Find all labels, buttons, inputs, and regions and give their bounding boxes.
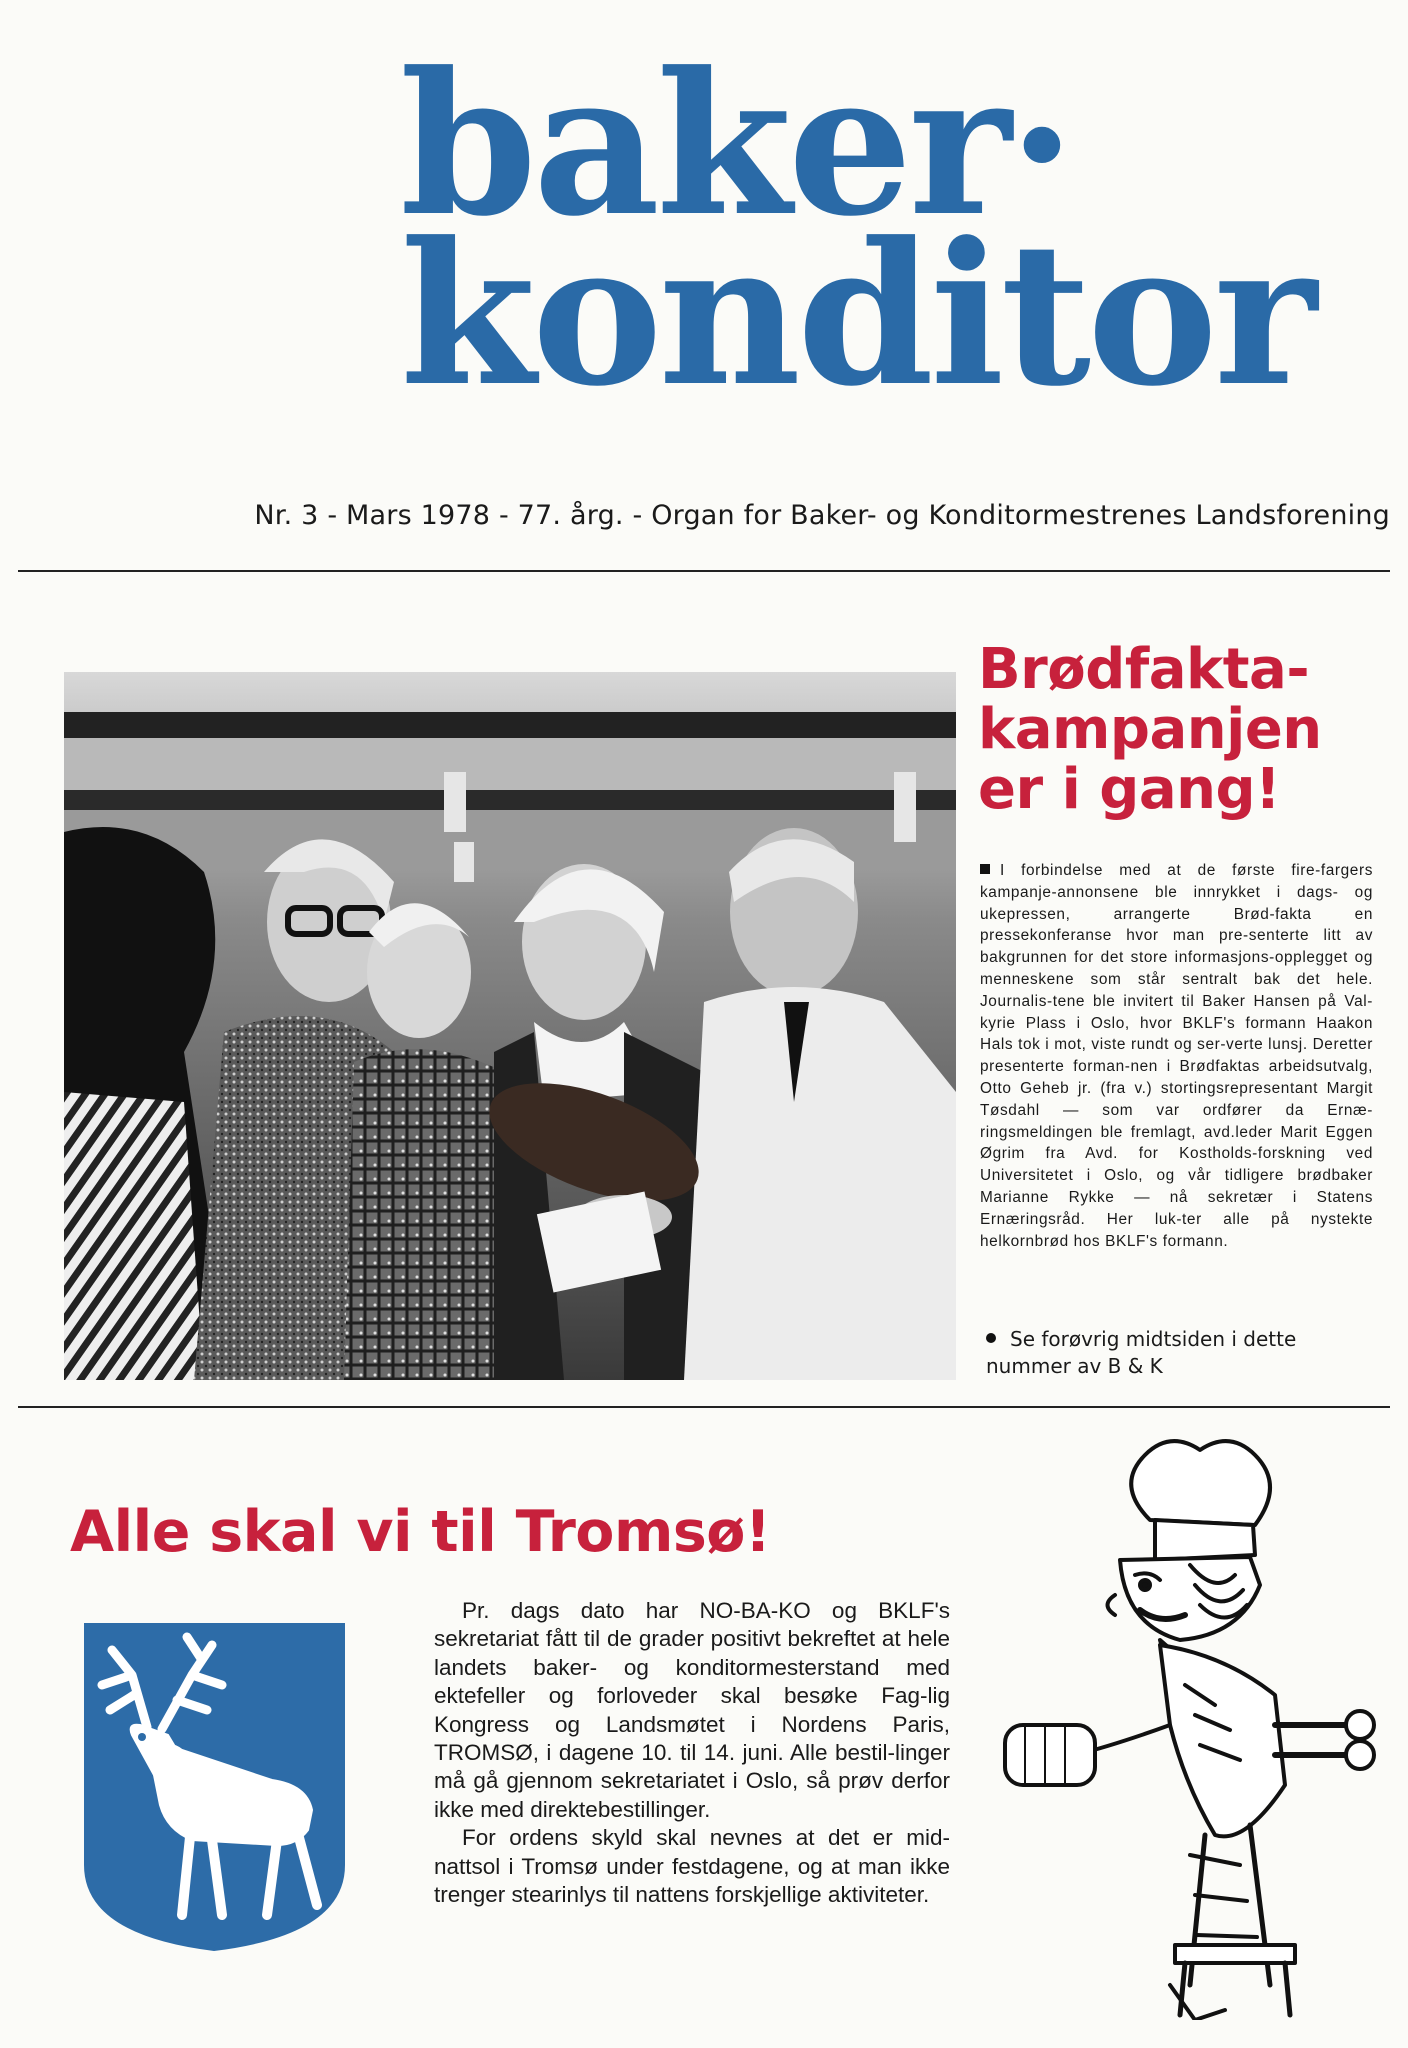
masthead-title xyxy=(400,30,1380,430)
issue-line: Nr. 3 - Mars 1978 - 77. årg. - Organ for Baker- og Konditormestrenes Landsforening xyxy=(254,500,1390,531)
lead-headline-line-3: er i gang! xyxy=(978,757,1281,822)
top-divider xyxy=(18,570,1390,572)
see-more-note xyxy=(986,1326,1366,1380)
masthead-line-1: baker· xyxy=(400,30,1073,260)
lead-body xyxy=(980,860,1373,1252)
second-headline: Alle skal vi til Tromsø! xyxy=(70,1499,771,1565)
baker-illustration xyxy=(985,1425,1400,2020)
bullet-square-icon xyxy=(980,864,990,874)
lead-headline-line-2: kampanjen xyxy=(978,697,1322,762)
lead-headline xyxy=(978,637,1378,822)
second-paragraph-2: For ordens skyld skal nevnes at det er mid-nattsol i Tromsø under festdagene, og at man ikke trenger stearinlys til nattens forskjellige aktiviteter. xyxy=(434,1825,950,1908)
second-paragraph-1: Pr. dags dato har NO-BA-KO og BKLF's sekretariat fått til de grader positivt bekreftet at hele landets baker- og konditormesterstand med ektefeller og forloveder skal besøke Fag-lig Kongress og Landsmøtet i Nordens Paris, TROMSØ, i dagene 10. til 14. juni. Alle bestil-linger må gå gjennom sekretariatet i Oslo, så prøv derfor ikke med direktebestillinger. xyxy=(434,1598,950,1822)
lead-headline-line-1: Brødfakta- xyxy=(978,637,1310,702)
masthead-line-2: konditor xyxy=(400,200,1314,430)
see-more-text: Se forøvrig midtsiden i dette nummer av B & K xyxy=(986,1327,1297,1378)
tromso-reindeer-crest-icon xyxy=(72,1615,357,1957)
press-photo xyxy=(64,672,956,1380)
lead-body-text: I forbindelse med at de første fire-fargers kampanje-annonsene ble innrykket i dags- og ukepressen, arrangerte Brød-fakta en pressekonferanse hvor man pre-senterte litt av bakgrunnen for det store informasjons-opplegget og menneskene som står sentralt bak det hele. Journalis-tene ble invitert til Baker Hansen på Val-kyrie Plass i Oslo, hvor BKLF's formann Haakon Hals tok i mot, viste rundt og ser-verte lunsj. Deretter presenterte forman-nen i Brødfaktas arbeidsutvalg, Otto Geheb jr. (fra v.) stortingsrepresentant Margit Tøsdahl — som var ordfører da Ernæ-ringsmeldingen ble fremlagt, avd.leder Marit Eggen Øgrim fra Avd. for Kostholds-forskning ved Universitetet i Oslo, og vår tidligere brødbaker Marianne Rykke — nå sekretær i Statens Ernæringsråd. Her luk-ter alle på nystekte helkornbrød hos BKLF's formann. xyxy=(980,862,1373,1250)
middle-divider xyxy=(18,1406,1390,1408)
second-body xyxy=(434,1597,950,1909)
bullet-dot-icon xyxy=(986,1333,996,1343)
